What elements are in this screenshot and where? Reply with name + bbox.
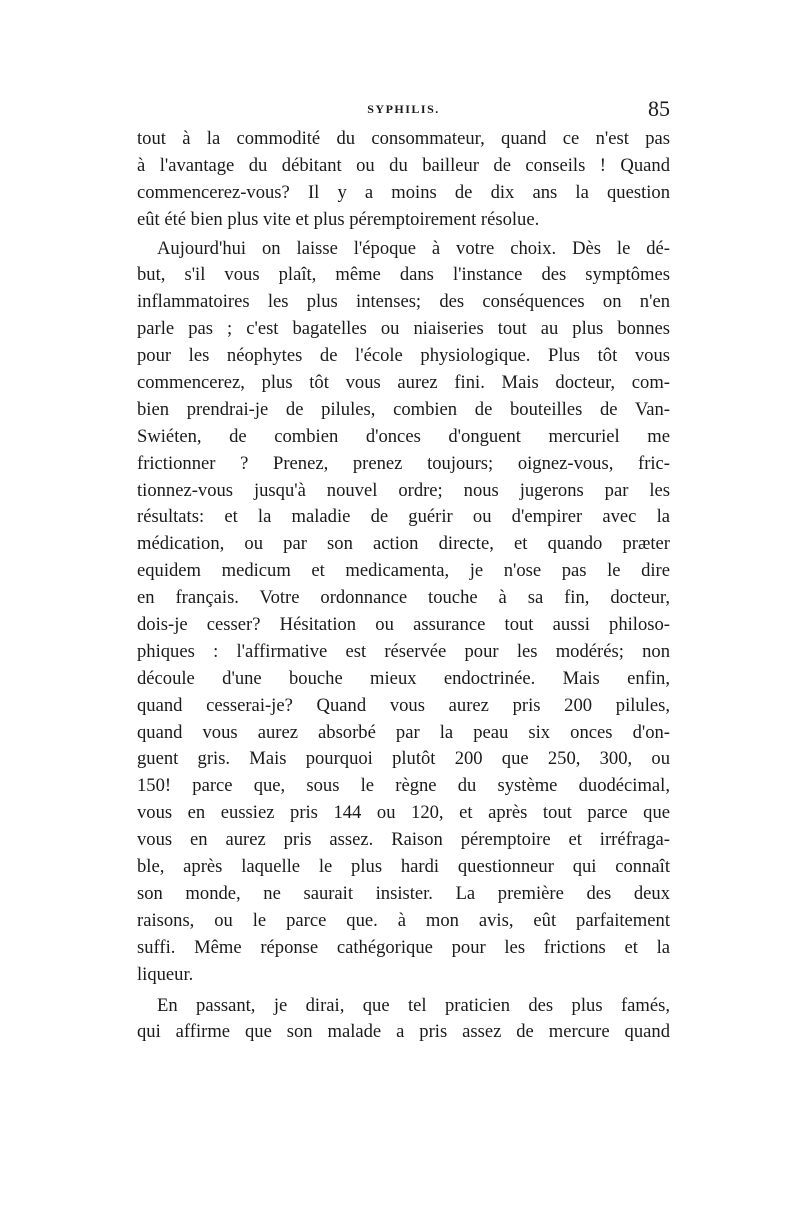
- text-line: pour les néophytes de l'école physiologique. Plus tôt vous: [137, 345, 670, 367]
- body-text: [137, 126, 670, 1046]
- text-line: raisons, ou le parce que. à mon avis, eût parfaitement: [137, 909, 670, 931]
- text-line: quand vous aurez absorbé par la peau six onces d'on-: [137, 721, 670, 743]
- text-line: ble, après laquelle le plus hardi questionneur qui connaît: [137, 856, 670, 878]
- text-line: quand cesserai-je? Quand vous aurez pris 200 pilules,: [137, 694, 670, 716]
- text-line: tionnez-vous jusqu'à nouvel ordre; nous jugerons par les: [137, 479, 670, 501]
- text-line: En passant, je dirai, que tel praticien des plus famés,: [157, 994, 670, 1016]
- text-line: Aujourd'hui on laisse l'époque à votre choix. Dès le dé-: [157, 237, 670, 259]
- text-line: eût été bien plus vite et plus péremptoirement résolue.: [137, 208, 540, 230]
- text-line: en français. Votre ordonnance touche à sa fin, docteur,: [137, 587, 670, 609]
- text-line: résultats: et la maladie de guérir ou d'empirer avec la: [137, 506, 670, 528]
- text-line: commencerez-vous? Il y a moins de dix ans la question: [137, 181, 670, 203]
- running-title: SYPHILIS.: [367, 102, 440, 116]
- text-line: médication, ou par son action directe, et quando præter: [137, 533, 670, 555]
- text-line: dois-je cesser? Hésitation ou assurance tout aussi philoso-: [137, 614, 670, 636]
- text-line: equidem medicum et medicamenta, je n'ose pas le dire: [137, 560, 670, 582]
- text-line: découle d'une bouche mieux endoctrinée. Mais enfin,: [137, 667, 670, 689]
- text-line: parle pas ; c'est bagatelles ou niaiseries tout au plus bonnes: [137, 318, 670, 340]
- text-line: commencerez, plus tôt vous aurez fini. Mais docteur, com-: [137, 372, 670, 394]
- text-line: guent gris. Mais pourquoi plutôt 200 que 250, 300, ou: [137, 748, 670, 770]
- text-line: à l'avantage du débitant ou du bailleur de conseils ! Quand: [137, 154, 670, 176]
- text-line: qui affirme que son malade a pris assez de mercure quand: [137, 1021, 670, 1043]
- text-line: son monde, ne saurait insister. La première des deux: [137, 882, 670, 904]
- text-line: suffi. Même réponse cathégorique pour les frictions et la: [137, 936, 670, 958]
- text-line: phiques : l'affirmative est réservée pour les modérés; non: [137, 640, 670, 662]
- text-line: tout à la commodité du consommateur, quand ce n'est pas: [137, 128, 670, 149]
- text-line: bien prendrai-je de pilules, combien de bouteilles de Van-: [137, 398, 670, 420]
- text-line: vous en eussiez pris 144 ou 120, et après tout parce que: [137, 802, 670, 824]
- text-line: but, s'il vous plaît, même dans l'instance des symptômes: [137, 264, 670, 286]
- running-head: [137, 96, 670, 126]
- text-line: vous en aurez pris assez. Raison péremptoire et irréfraga-: [137, 829, 670, 851]
- text-line: inflammatoires les plus intenses; des conséquences on n'en: [137, 291, 670, 313]
- text-line: 150! parce que, sous le règne du système duodécimal,: [137, 775, 670, 797]
- text-line: frictionner ? Prenez, prenez toujours; oignez-vous, fric-: [137, 452, 670, 474]
- text-line: Swiéten, de combien d'onces d'onguent mercuriel me: [137, 425, 670, 447]
- page-number: 85: [648, 96, 670, 121]
- text-line: liqueur.: [137, 963, 194, 985]
